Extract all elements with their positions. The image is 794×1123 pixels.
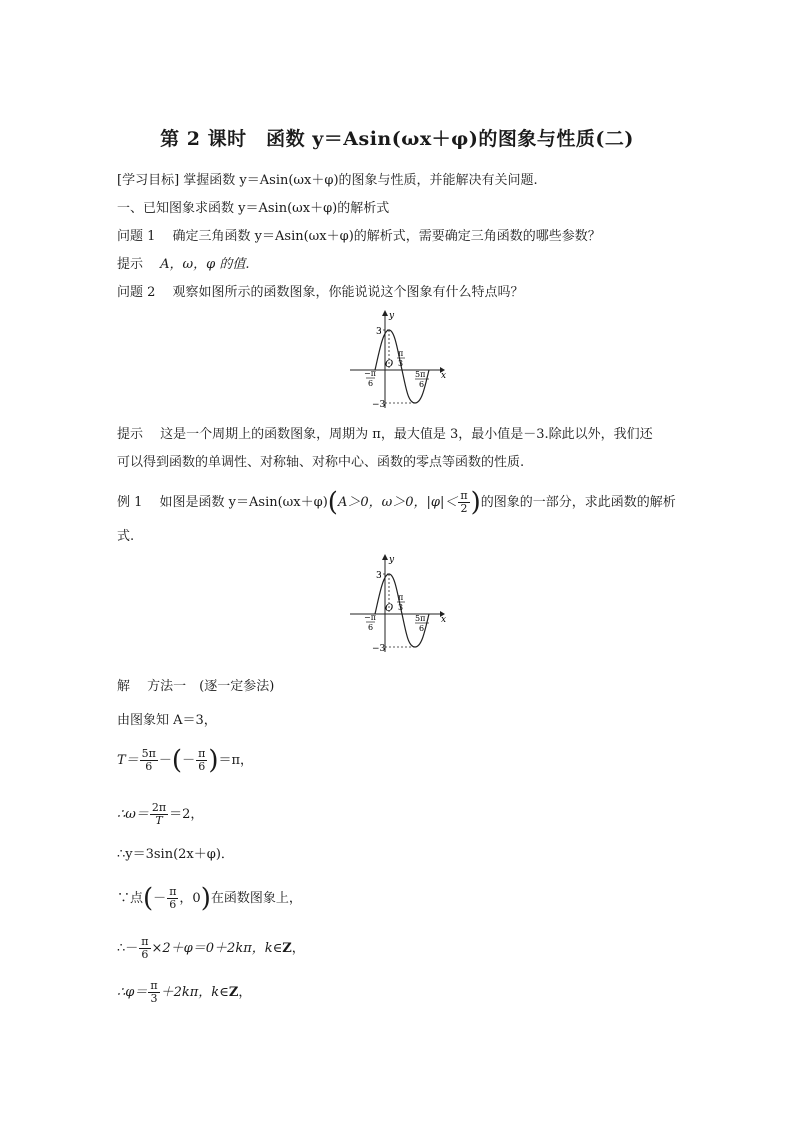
step-2-pre: T＝ <box>117 753 139 768</box>
example-1-label: 例 1 <box>117 495 143 510</box>
objective-label: [学习目标] <box>117 173 180 188</box>
max-label: 3 <box>376 571 382 581</box>
solution-step-1: 由图象知 A＝3， <box>117 713 217 728</box>
hint-1-label: 提示 <box>117 257 144 272</box>
section-heading: 一、已知图象求函数 y＝Asin(ωx＋φ)的解析式 <box>117 201 390 216</box>
question-1-text: 确定三角函数 y＝Asin(ωx＋φ)的解析式，需要确定三角函数的哪些参数？ <box>172 229 601 244</box>
y-axis-arrow <box>382 310 388 316</box>
step-2-frac-2 <box>196 748 207 773</box>
hint-1 <box>117 256 697 274</box>
step-5-frac <box>167 886 178 911</box>
frac-num: π <box>198 747 206 760</box>
x-axis-label: x <box>441 615 447 625</box>
step-2-mid: － <box>158 753 172 768</box>
paren-close: ) <box>200 883 211 914</box>
solution-step-6 <box>117 936 697 961</box>
page-title: 第 2 课时 函数 y＝Asin(ωx＋φ)的图象与性质(二) <box>160 128 634 150</box>
origin-label: O <box>385 359 394 370</box>
tick-right-num: 5π <box>415 370 426 379</box>
step-6-end: ， <box>291 941 305 956</box>
example-1-cond: A＞0，ω＞0，|φ|＜ <box>337 495 458 510</box>
tick-mid-den: 3 <box>398 359 404 368</box>
tick-left-num: −π <box>364 369 376 378</box>
question-1 <box>117 228 697 246</box>
y-axis-label: y <box>389 311 395 321</box>
paren-open: ( <box>143 883 154 914</box>
step-6-frac <box>139 936 150 961</box>
question-2 <box>117 284 697 302</box>
paren-close: ) <box>470 487 481 518</box>
question-2-label: 问题 2 <box>117 285 156 300</box>
step-3-pre: ∴ω＝ <box>117 807 149 822</box>
solution-step-7 <box>117 980 697 1005</box>
max-label: 3 <box>376 327 382 337</box>
example-1-line-2: 式. <box>117 529 135 544</box>
example-1-text-b: 的图象的一部分，求此函数的解析 <box>480 495 676 510</box>
tick-left-den: 6 <box>368 379 374 388</box>
example-1-text-a: 如图是函数 y＝Asin(ωx＋φ) <box>159 495 328 510</box>
example-1-frac <box>458 490 469 515</box>
solution-step-5: ∵点(－ $\frac{\pi}{6}$ ，0)在函数图象上， <box>117 883 302 914</box>
frac-den: 3 <box>150 992 158 1005</box>
frac-den: 2 <box>460 502 468 515</box>
hint-1-text: A，ω，φ 的值. <box>160 257 250 272</box>
step-7-post: ＋2kπ，k∈ <box>160 985 229 1000</box>
step-6-post: ×2＋φ＝0＋2kπ，k∈ <box>151 941 283 956</box>
example-1-line <box>117 487 697 518</box>
step-3-frac <box>150 802 168 827</box>
frac-den: 6 <box>145 760 153 773</box>
step-5-post: 在函数图象上， <box>210 891 302 906</box>
question-1-label: 问题 1 <box>117 229 156 244</box>
frac-num: π <box>141 935 149 948</box>
step-7-z: Z <box>228 985 239 1000</box>
tick-right-num: 5π <box>415 614 426 623</box>
tick-mid-num: π <box>398 593 404 602</box>
solution-step-2: T＝ $\frac{5\pi}{6}$ －(－ $\frac{\pi}{6}$ )＝π， <box>117 745 254 776</box>
min-label: −3 <box>372 400 386 410</box>
tick-right-den: 6 <box>419 380 425 389</box>
sine-graph-1 <box>345 308 450 413</box>
tick-mid-den: 3 <box>398 603 404 612</box>
step-6-z: Z <box>282 941 292 956</box>
solution-heading <box>117 678 697 696</box>
hint-2-text-1: 这是一个周期上的函数图象，周期为 π，最大值是 3，最小值是－3.除此以外，我们还 <box>160 427 653 442</box>
step-2-frac-1 <box>140 748 158 773</box>
y-axis-arrow <box>382 554 388 560</box>
question-2-text: 观察如图所示的函数图象，你能说说这个图象有什么特点吗？ <box>172 285 524 300</box>
step-5-pre: ∵点 <box>117 891 144 906</box>
learning-objective <box>117 172 697 190</box>
solution-step-3 <box>117 802 697 827</box>
frac-den: 6 <box>169 898 177 911</box>
y-axis-label: y <box>389 555 395 565</box>
step-7-pre: ∴φ＝ <box>117 985 148 1000</box>
frac-den: 6 <box>198 760 206 773</box>
frac-num: π <box>150 979 158 992</box>
paren-open: ( <box>171 745 183 776</box>
paren-close: ) <box>208 745 219 776</box>
paren-open: ( <box>327 487 338 518</box>
frac-den: 6 <box>141 948 149 961</box>
frac-num: 5π <box>141 747 156 760</box>
tick-left-num: −π <box>364 613 376 622</box>
step-3-post: ＝2， <box>169 807 204 822</box>
solution-step-4: ∴y＝3sin(2x＋φ)． <box>117 847 234 862</box>
hint-2-label: 提示 <box>117 427 144 442</box>
hint-2-line-1 <box>117 426 697 444</box>
frac-num: π <box>460 489 468 502</box>
sine-graph-2 <box>345 552 450 657</box>
frac-num: π <box>169 885 177 898</box>
step-6-pre: ∴－ <box>117 941 139 956</box>
frac-num: 2π <box>151 801 167 814</box>
solution-label: 解 <box>117 679 131 694</box>
frac-den: T <box>155 814 163 827</box>
objective-text: 掌握函数 y＝Asin(ωx＋φ)的图象与性质，并能解决有关问题. <box>183 173 538 188</box>
step-7-frac <box>148 980 159 1005</box>
x-axis-label: x <box>441 371 447 381</box>
tick-right-den: 6 <box>419 624 425 633</box>
tick-left-den: 6 <box>368 623 374 632</box>
hint-2-line-2: 可以得到函数的单调性、对称轴、对称中心、函数的零点等函数的性质. <box>117 455 525 470</box>
tick-mid-num: π <box>398 349 404 358</box>
step-7-end: ， <box>238 985 252 1000</box>
min-label: −3 <box>372 644 386 654</box>
origin-label: O <box>385 603 394 614</box>
step-2-post: ＝π， <box>218 753 254 768</box>
solution-method: 方法一 (逐一定参法) <box>147 679 275 694</box>
